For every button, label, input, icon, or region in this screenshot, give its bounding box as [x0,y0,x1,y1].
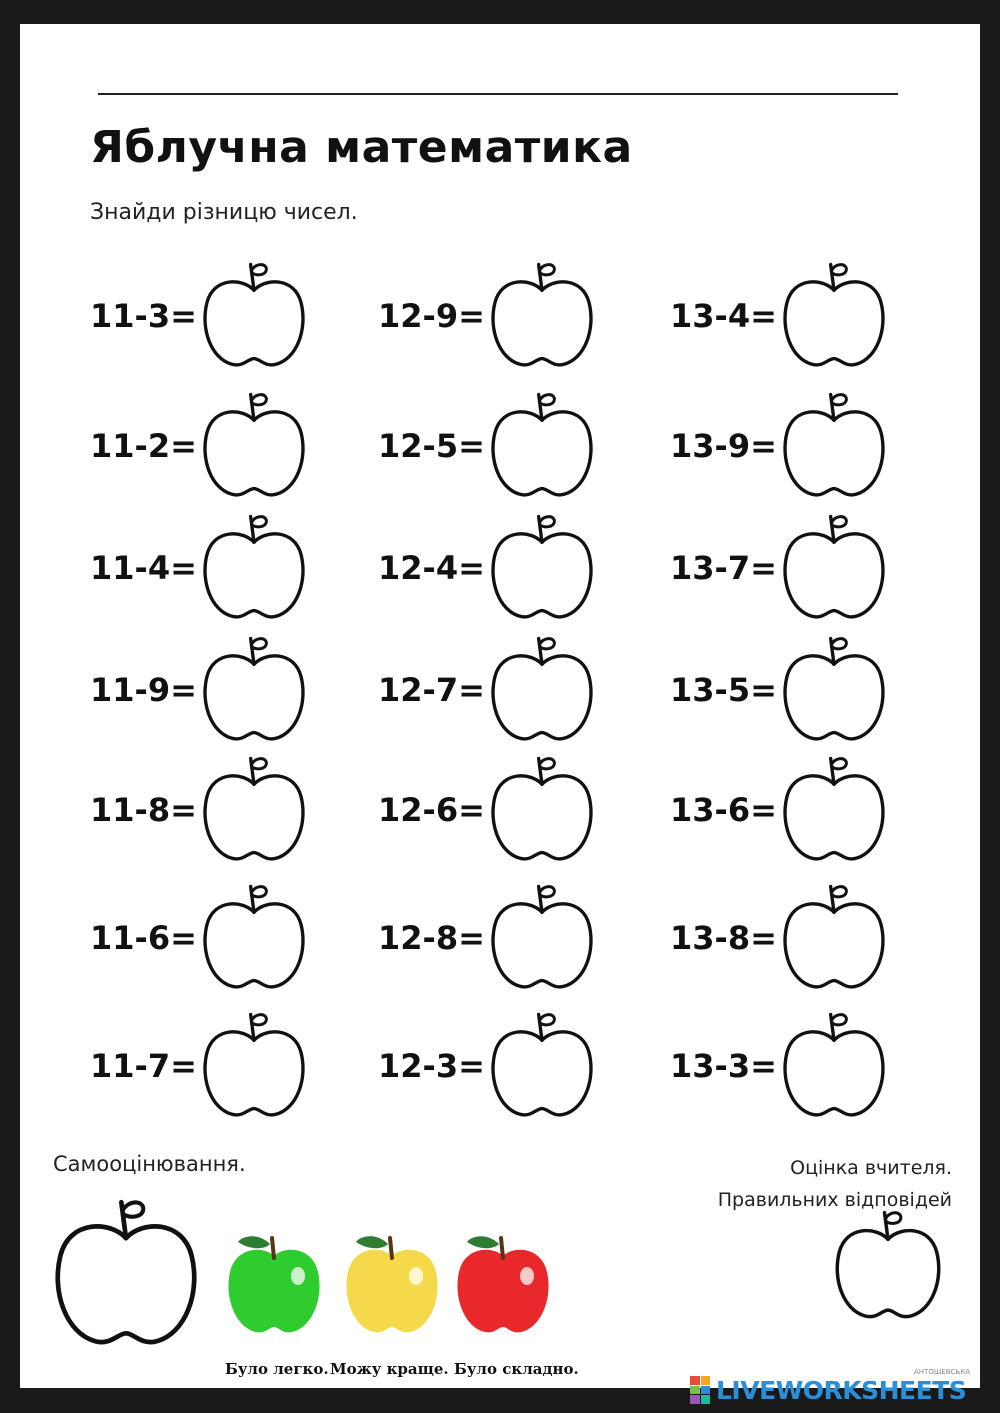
self-assessment-label: Самооцінювання. [53,1152,246,1176]
worksheet [20,24,980,1388]
answer-apple-icon[interactable] [198,634,310,746]
instruction-text: Знайди різницю чисел. [90,200,358,225]
problem-item [670,882,890,994]
answer-apple-icon[interactable] [486,634,598,746]
problem-item [90,512,310,624]
problem-expression: 11-6= [90,919,197,957]
problem-expression: 12-6= [378,791,485,829]
problem-item [90,754,310,866]
problem-expression: 13-4= [670,297,777,335]
problem-item [90,1010,310,1122]
problem-expression: 13-9= [670,427,777,465]
problem-expression: 12-7= [378,671,485,709]
problem-item [670,390,890,502]
problem-expression: 13-3= [670,1047,777,1085]
answer-apple-icon[interactable] [778,882,890,994]
worksheet-title: Яблучна математика [90,122,633,173]
problem-expression: 11-7= [90,1047,197,1085]
answer-apple-icon[interactable] [486,754,598,866]
author-mark: АНТОШЕВСЬКА [914,1368,970,1376]
answer-apple-icon[interactable] [486,512,598,624]
problem-item [378,512,598,624]
answer-apple-icon[interactable] [486,1010,598,1122]
problem-item [670,1010,890,1122]
answer-apple-icon[interactable] [778,634,890,746]
answer-apple-icon[interactable] [778,390,890,502]
problem-item [378,754,598,866]
teacher-label-line1: Оцінка вчителя. [790,1157,952,1179]
problem-expression: 13-5= [670,671,777,709]
rating-caption: Було складно. [454,1360,579,1378]
rating-apple-icon[interactable] [224,1232,324,1338]
self-assessment-apple[interactable] [48,1196,204,1352]
problem-item [378,882,598,994]
answer-apple-icon[interactable] [778,512,890,624]
answer-apple-icon[interactable] [198,754,310,866]
answer-apple-icon[interactable] [486,390,598,502]
teacher-score-apple[interactable] [830,1208,946,1324]
problem-item [378,390,598,502]
problem-expression: 11-3= [90,297,197,335]
problem-item [670,260,890,372]
problem-expression: 11-9= [90,671,197,709]
teacher-label-line2: Правильних відповідей [717,1189,952,1211]
problem-item [90,390,310,502]
problem-expression: 13-7= [670,549,777,587]
answer-apple-icon[interactable] [778,1010,890,1122]
answer-apple-icon[interactable] [778,754,890,866]
top-divider [98,93,898,95]
problem-expression: 13-6= [670,791,777,829]
teacher-assessment-label [718,1152,952,1216]
problem-expression: 11-4= [90,549,197,587]
rating-apple-icon[interactable] [342,1232,442,1338]
answer-apple-icon[interactable] [198,390,310,502]
problem-item [90,260,310,372]
problem-expression: 12-9= [378,297,485,335]
problem-expression: 12-4= [378,549,485,587]
answer-apple-icon[interactable] [198,260,310,372]
problem-item [670,634,890,746]
problem-item [378,634,598,746]
answer-apple-icon[interactable] [486,260,598,372]
problem-item [90,634,310,746]
logo-badge-icon [690,1376,710,1404]
liveworksheets-logo [690,1370,966,1410]
problem-item [670,512,890,624]
logo-text: LIVEWORKSHEETS [716,1375,967,1405]
answer-apple-icon[interactable] [198,882,310,994]
problem-item [670,754,890,866]
rating-caption: Можу краще. [330,1360,449,1378]
answer-apple-icon[interactable] [198,512,310,624]
problem-expression: 12-3= [378,1047,485,1085]
rating-caption: Було легко. [225,1360,329,1378]
problem-item [378,260,598,372]
problem-expression: 13-8= [670,919,777,957]
problem-expression: 11-2= [90,427,197,465]
problem-item [378,1010,598,1122]
problem-expression: 12-5= [378,427,485,465]
answer-apple-icon[interactable] [778,260,890,372]
rating-apple-icon[interactable] [453,1232,553,1338]
problem-item [90,882,310,994]
problem-expression: 11-8= [90,791,197,829]
problem-expression: 12-8= [378,919,485,957]
answer-apple-icon[interactable] [198,1010,310,1122]
answer-apple-icon[interactable] [486,882,598,994]
